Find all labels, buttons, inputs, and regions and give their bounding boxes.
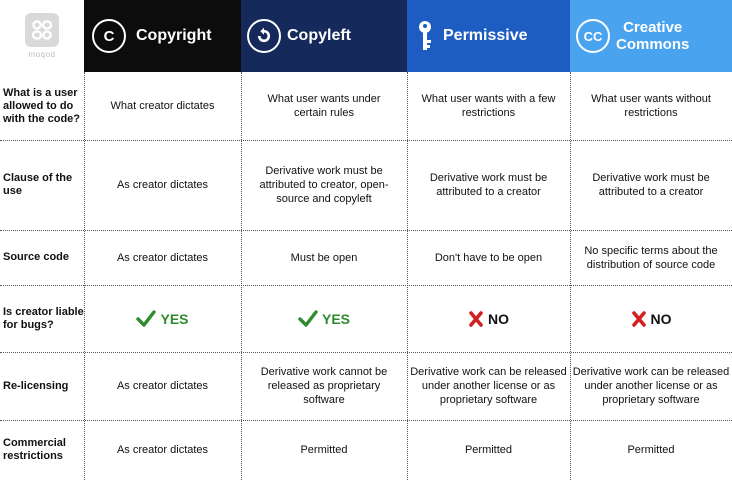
header-copyright [84, 0, 241, 72]
cell-copyright-user-allowed: What creator dictates [110, 100, 215, 112]
column-divider [407, 72, 408, 480]
header-copyleft [241, 0, 407, 72]
row-label-clause-of-use: Clause of the use [3, 172, 73, 197]
cell-cc-clause: Derivative work must be attributed to a creator [592, 172, 710, 198]
cell-copyleft-clause: Derivative work must be attributed to creator, open-source and copyleft [259, 165, 389, 205]
copyright-icon [92, 19, 126, 53]
row-label-source-code: Source code [3, 251, 70, 263]
header-permissive-title: Permissive [443, 27, 528, 44]
header-creative-commons [570, 0, 732, 72]
cell-copyright-liable [84, 285, 241, 352]
copyleft-icon [247, 19, 281, 53]
row-divider [0, 352, 732, 353]
creative-commons-icon [576, 19, 610, 53]
header-copyleft-title: Copyleft [287, 27, 351, 44]
column-divider [84, 72, 85, 480]
cell-copyright-commercial: As creator dictates [116, 444, 209, 456]
copyright-icon-glyph: C [103, 27, 115, 45]
cross-icon [631, 310, 647, 328]
header-copyright-title: Copyright [136, 27, 212, 44]
header-permissive [407, 0, 570, 72]
header-cc-title-line2: Commons [616, 36, 690, 53]
check-icon [136, 310, 156, 328]
logo-text: moqod [28, 50, 56, 59]
cell-copyright-clause: As creator dictates [116, 179, 209, 191]
column-divider [241, 72, 242, 480]
row-label-relicensing: Re-licensing [3, 379, 69, 392]
cell-copyleft-user-allowed: What user wants under certain rules [267, 93, 381, 119]
row-divider [0, 230, 732, 231]
verdict-no-text: NO [488, 310, 509, 327]
cell-copyright-relicensing: As creator dictates [116, 380, 209, 392]
verdict-yes [136, 310, 188, 328]
row-divider [0, 285, 732, 286]
cell-permissive-liable [407, 285, 570, 352]
header-creative-commons-title [616, 19, 689, 53]
key-icon [417, 20, 433, 52]
cell-cc-source-code: No specific terms about the distribution of source code [584, 244, 718, 271]
cell-cc-liable [570, 285, 732, 352]
verdict-yes-text: YES [321, 310, 350, 327]
cell-cc-relicensing: Derivative work can be released under another license or as proprietary software [572, 366, 730, 406]
cell-copyleft-source-code: Must be open [290, 251, 358, 264]
verdict-no-text: NO [650, 310, 672, 327]
cell-cc-user-allowed: What user wants without restrictions [591, 93, 711, 119]
logo [0, 0, 84, 72]
cell-permissive-source-code: Don't have to be open [434, 251, 543, 264]
cell-copyleft-commercial: Permitted [300, 444, 348, 456]
cell-copyleft-liable [241, 285, 407, 352]
cell-permissive-clause: Derivative work must be attributed to a creator [429, 172, 548, 198]
row-label-user-allowed: What is a user allowed to do with the code? [3, 86, 80, 125]
creative-commons-icon-glyph: CC [583, 28, 603, 44]
verdict-no [468, 310, 509, 328]
header-cc-title-line1: Creative [623, 19, 683, 36]
row-divider [0, 140, 732, 141]
cross-icon [468, 310, 484, 328]
cell-permissive-relicensing: Derivative work can be released under another license or as proprietary software [410, 366, 567, 406]
cell-cc-commercial: Permitted [627, 444, 675, 456]
row-divider [0, 420, 732, 421]
verdict-no [631, 310, 672, 328]
column-divider [570, 72, 571, 480]
check-icon [298, 310, 318, 328]
row-label-commercial: Commercial restrictions [3, 437, 66, 462]
cell-copyleft-relicensing: Derivative work cannot be released as proprietary software [260, 366, 388, 406]
verdict-yes [298, 310, 350, 328]
verdict-yes-text: YES [160, 310, 189, 327]
cell-permissive-user-allowed: What user wants with a few restrictions [421, 93, 556, 119]
cell-permissive-commercial: Permitted [464, 444, 513, 456]
moqod-logo-icon [25, 13, 59, 47]
row-label-creator-liable: Is creator liable for bugs? [3, 305, 84, 331]
cell-copyright-source-code: As creator dictates [116, 251, 209, 264]
